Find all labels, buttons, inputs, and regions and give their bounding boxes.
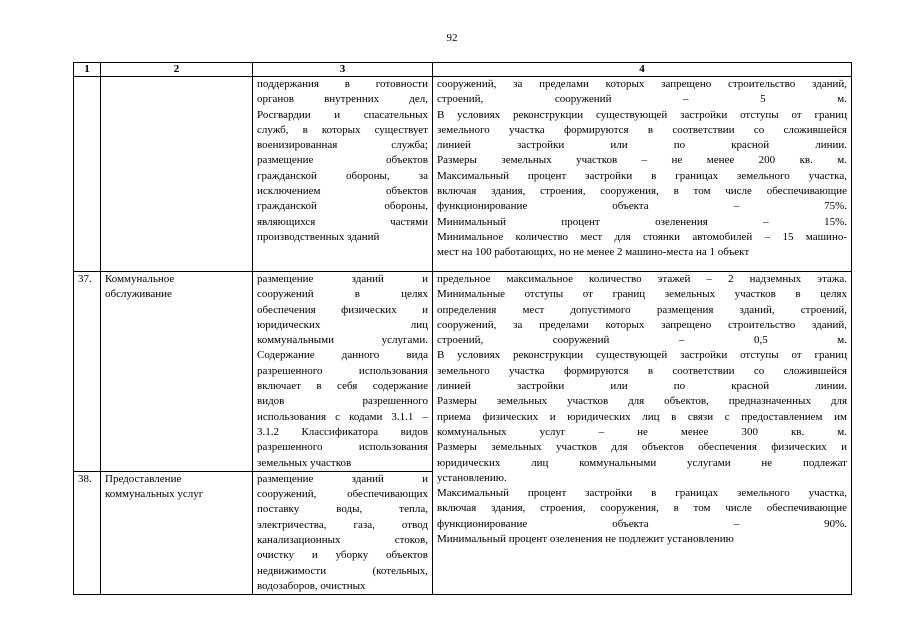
text-line: включая здания, строения, сооружения, в том числе обеспечивающие <box>437 185 847 198</box>
row-38-type-name <box>101 471 253 594</box>
text-line: установлению. <box>437 471 507 484</box>
text-line: исключением объектов <box>257 185 428 198</box>
text-line: предельное максимальное количество этажей – 2 надземных этажа. <box>437 273 847 285</box>
header-col-2: 2 <box>101 63 253 77</box>
text-line: строений, сооружений – 5 м. <box>437 93 847 106</box>
text-line: Максимальный процент застройки в границах земельного участка, <box>437 487 847 500</box>
text-line: видов разрешенного <box>257 395 428 408</box>
text-line: производственных зданий <box>257 230 380 243</box>
text-line: органов внутренних дел, <box>257 93 428 106</box>
text-line: 3.1.2 Классификатора видов <box>257 425 428 438</box>
text-line: гражданской обороны, <box>257 200 428 213</box>
text-line: водозаборов, очистных <box>257 579 366 592</box>
text-line: разрешенного использования <box>257 441 428 454</box>
text-line: определения мест допустимого размещения зданий, строений, <box>437 303 847 316</box>
text-line: Минимальные отступы от границ земельных участков в целях <box>437 288 847 301</box>
text-line: Содержание данного вида <box>257 349 428 362</box>
text-line: включает в себя содержание <box>257 380 428 393</box>
text-line: мест на 100 работающих, но не менее 2 машино-места на 1 объект <box>437 246 750 259</box>
text-line: коммунальными услугами. <box>257 334 428 347</box>
text-line: обеспечения физических и <box>257 303 428 316</box>
text-line: сооружений, обеспечивающих <box>257 488 428 501</box>
text-line: очистку и уборку объектов <box>257 549 428 562</box>
text-line: юридических лиц <box>257 318 428 331</box>
text-line: земельных участков <box>257 456 352 469</box>
continued-description-cell <box>253 77 433 272</box>
text-line: Минимальный процент озеленения не подлежит установлению <box>437 533 734 546</box>
header-col-3: 3 <box>253 63 433 77</box>
text-line: сооружений, за пределами которых запрещено строительство зданий, <box>437 318 847 331</box>
text-line: канализационных стоков, <box>257 534 428 547</box>
text-line: сооружений в целях <box>257 288 428 301</box>
text-line: размещение зданий и <box>257 472 428 485</box>
text-line: приема физических и юридических лиц в связи с предоставлением им <box>437 410 847 423</box>
text-line: обслуживание <box>105 288 172 301</box>
text-line: В условиях реконструкции существующей застройки отступы от границ <box>437 349 847 362</box>
table-row-continued <box>74 77 852 272</box>
text-line: Размеры земельных участков – не менее 200 кв. м. <box>437 154 847 167</box>
text-line: размещение зданий и <box>257 273 428 285</box>
text-line: Минимальное количество мест для стоянки автомобилей – 15 машино- <box>437 230 847 243</box>
text-line: земельного участка формируются в соответствии со сложившейся <box>437 364 847 377</box>
text-line: функционирование объекта – 75%. <box>437 200 847 213</box>
text-line: военизированная служба; <box>257 139 428 152</box>
text-line: поставку воды, тепла, <box>257 503 428 516</box>
text-line: Коммунальное <box>105 273 175 285</box>
text-line: Размеры земельных участков для объектов, предназначенных для <box>437 395 847 408</box>
text-line: Размеры земельных участков для объектов обеспечения физических и <box>437 441 847 454</box>
text-line: коммунальных услуг <box>105 488 204 501</box>
text-line: являющихся частями <box>257 215 428 228</box>
table-header-row <box>74 63 852 77</box>
zoning-table <box>73 62 852 595</box>
text-line: коммунальных услуг – не менее 300 кв. м. <box>437 425 847 438</box>
text-line: размещение объектов <box>257 154 428 167</box>
continued-name-cell <box>101 77 253 272</box>
text-line: Минимальный процент озеленения – 15%. <box>437 215 847 228</box>
row-37-description <box>253 272 433 472</box>
text-line: поддержания в готовности <box>257 78 428 90</box>
text-line: Предоставление <box>105 472 182 485</box>
text-line: линией застройки или по красной линии. <box>437 380 847 393</box>
text-line: В условиях реконструкции существующей застройки отступы от границ <box>437 108 847 121</box>
row-38-description <box>253 471 433 594</box>
text-line: недвижимости (котельных, <box>257 564 428 577</box>
page-number: 92 <box>446 32 458 44</box>
text-line: Росгвардии и спасательных <box>257 108 428 121</box>
row-37-type-name <box>101 272 253 472</box>
table-row-37 <box>74 272 852 472</box>
text-line: строений, сооружений – 0,5 м. <box>437 334 847 347</box>
text-line: Максимальный процент застройки в границах земельного участка, <box>437 169 847 182</box>
text-line: электричества, газа, отвод <box>257 518 428 531</box>
continued-parameters-cell <box>433 77 852 272</box>
text-line: использования с кодами 3.1.1 – <box>257 410 428 423</box>
text-line: юридических лиц коммунальными услугами не подлежат <box>437 456 847 469</box>
text-line: сооружений, за пределами которых запрещено строительство зданий, <box>437 78 847 90</box>
row-37-number: 37. <box>74 272 101 472</box>
text-line: функционирование объекта – 90%. <box>437 517 847 530</box>
rows-37-38-parameters <box>433 272 852 595</box>
text-line: служб, в которых существует <box>257 123 428 136</box>
text-line: линией застройки или по красной линии. <box>437 139 847 152</box>
text-line: гражданской обороны, за <box>257 169 428 182</box>
text-line: разрешенного использования <box>257 364 428 377</box>
continued-num-cell <box>74 77 101 272</box>
text-line: земельного участка формируются в соответствии со сложившейся <box>437 123 847 136</box>
text-line: включая здания, строения, сооружения, в том числе обеспечивающие <box>437 502 847 515</box>
header-col-1: 1 <box>74 63 101 77</box>
row-38-number: 38. <box>74 471 101 594</box>
header-col-4: 4 <box>433 63 852 77</box>
